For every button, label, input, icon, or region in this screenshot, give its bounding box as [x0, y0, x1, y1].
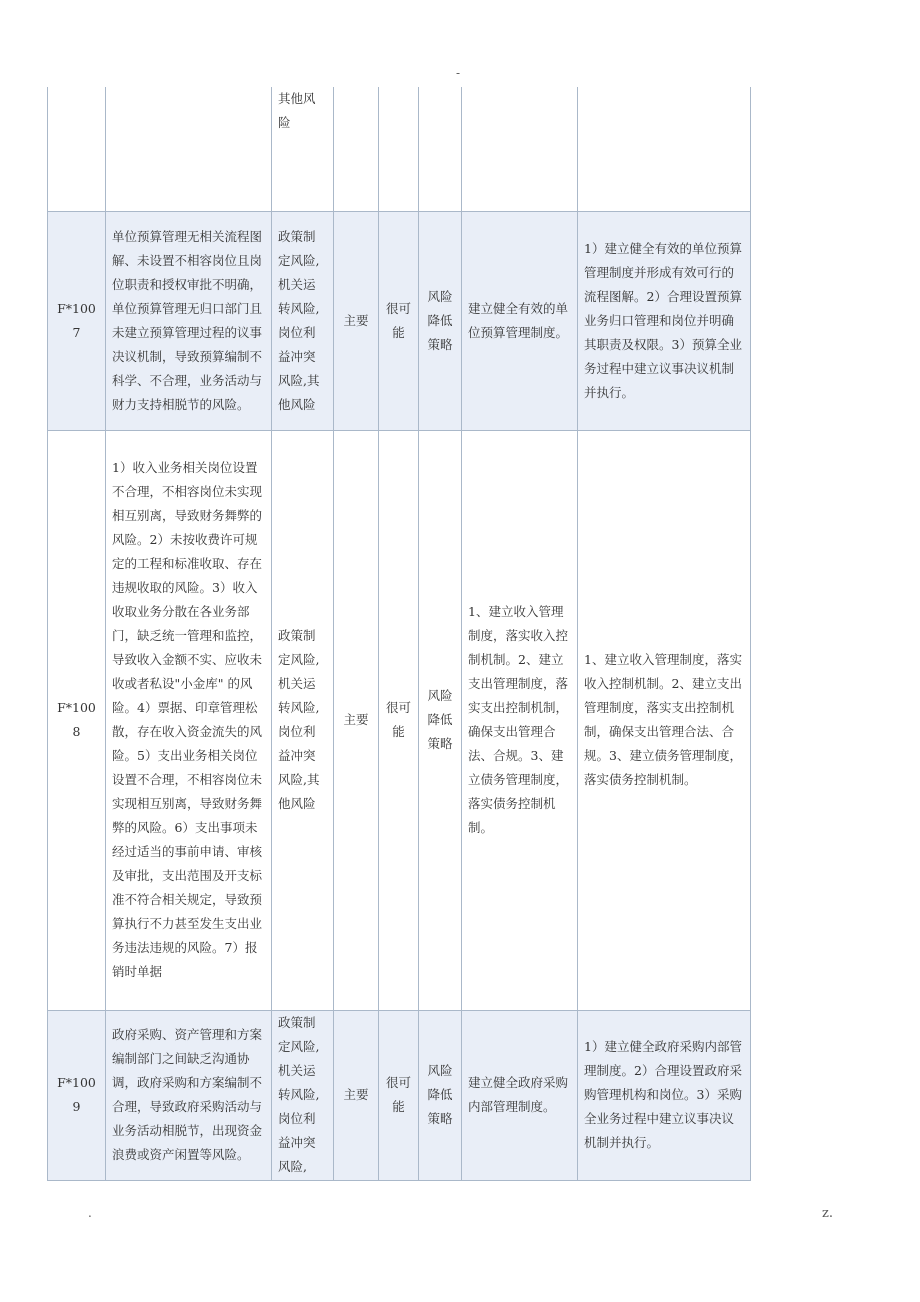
table-row [48, 87, 751, 211]
risk-type-cell: 政策制定风险,机关运转风险,岗位利益冲突风险,其他风险 [272, 211, 334, 430]
risk-id-cell [48, 87, 106, 211]
likelihood-cell: 很可能 [379, 1010, 419, 1180]
control-measure-cell: 建立健全有效的单位预算管理制度。 [462, 211, 578, 430]
strategy-cell: 风险降低策略 [419, 211, 462, 430]
footer-right-mark: z. [822, 1206, 833, 1221]
strategy-cell: 风险降低策略 [419, 430, 462, 1010]
table-row [48, 1010, 751, 1180]
table-row [48, 430, 751, 1010]
control-measure-cell: 1、建立收入管理制度，落实收入控制机制。2、建立支出管理制度，落实支出控制机制，确保支出管理合法、合规。3、建立债务管理制度，落实债务控制机制。 [462, 430, 578, 1010]
risk-description-cell [106, 87, 272, 211]
risk-level-cell: 主要 [334, 1010, 379, 1180]
risk-id-cell: F*1009 [48, 1010, 106, 1180]
control-detail-cell: 1、建立收入管理制度，落实收入控制机制。2、建立支出管理制度，落实支出控制机制，确保支出管理合法、合规。3、建立债务管理制度，落实债务控制机制。 [578, 430, 751, 1010]
risk-level-cell: 主要 [334, 211, 379, 430]
risk-type-cell: 政策制定风险,机关运转风险,岗位利益冲突风险, [272, 1010, 334, 1180]
risk-level-cell [334, 87, 379, 211]
risk-type-cell: 其他风 险 [272, 87, 334, 211]
control-detail-cell [578, 87, 751, 211]
risk-type-cell: 政策制定风险,机关运转风险,岗位利益冲突风险,其他风险 [272, 430, 334, 1010]
control-measure-cell [462, 87, 578, 211]
likelihood-cell [379, 87, 419, 211]
risk-description-cell: 政府采购、资产管理和方案编制部门之间缺乏沟通协调，政府采购和方案编制不合理，导致政府采购活动与业务活动相脱节，出现资金浪费或资产闲置等风险。 [106, 1010, 272, 1180]
table-row [48, 211, 751, 430]
control-measure-cell: 建立健全政府采购内部管理制度。 [462, 1010, 578, 1180]
header-mark: - [456, 66, 461, 80]
risk-id-cell: F*1007 [48, 211, 106, 430]
risk-level-cell: 主要 [334, 430, 379, 1010]
strategy-cell: 风险降低策略 [419, 1010, 462, 1180]
likelihood-cell: 很可能 [379, 211, 419, 430]
risk-id-cell: F*1008 [48, 430, 106, 1010]
control-detail-cell: 1）建立健全政府采购内部管理制度。2）合理设置政府采购管理机构和岗位。3）采购全业务过程中建立议事决议机制并执行。 [578, 1010, 751, 1180]
footer-left-mark: . [88, 1206, 92, 1220]
control-detail-cell: 1）建立健全有效的单位预算管理制度并形成有效可行的流程图解。2）合理设置预算业务归口管理和岗位并明确其职责及权限。3）预算全业务过程中建立议事决议机制并执行。 [578, 211, 751, 430]
risk-description-cell: 1）收入业务相关岗位设置不合理，不相容岗位未实现相互别离，导致财务舞弊的风险。2）未按收费许可规定的工程和标准收取、存在违规收取的风险。3）收入收取业务分散在各业务部门，缺乏统一管理和监控，导致收入金额不实、应收未收或者私设"小金库" 的风险。4）票据、印章管理松散，存在收入资金流失的风险。5）支出业务相关岗位设置不合理，不相容岗位未实现相互别离，导致财务舞弊的风险。6）支出事项未经过适当的事前申请、审核及审批，支出范围及开支标准不符合相关规定，导致预算执行不力甚至发生支出业务违法违规的风险。7）报销时单据 [106, 430, 272, 1010]
risk-table [47, 87, 751, 1181]
risk-description-cell: 单位预算管理无相关流程图解、未设置不相容岗位且岗位职责和授权审批不明确，单位预算管理无归口部门且未建立预算管理过程的议事决议机制，导致预算编制不科学、不合理，业务活动与财力支持相脱节的风险。 [106, 211, 272, 430]
strategy-cell [419, 87, 462, 211]
likelihood-cell: 很可能 [379, 430, 419, 1010]
